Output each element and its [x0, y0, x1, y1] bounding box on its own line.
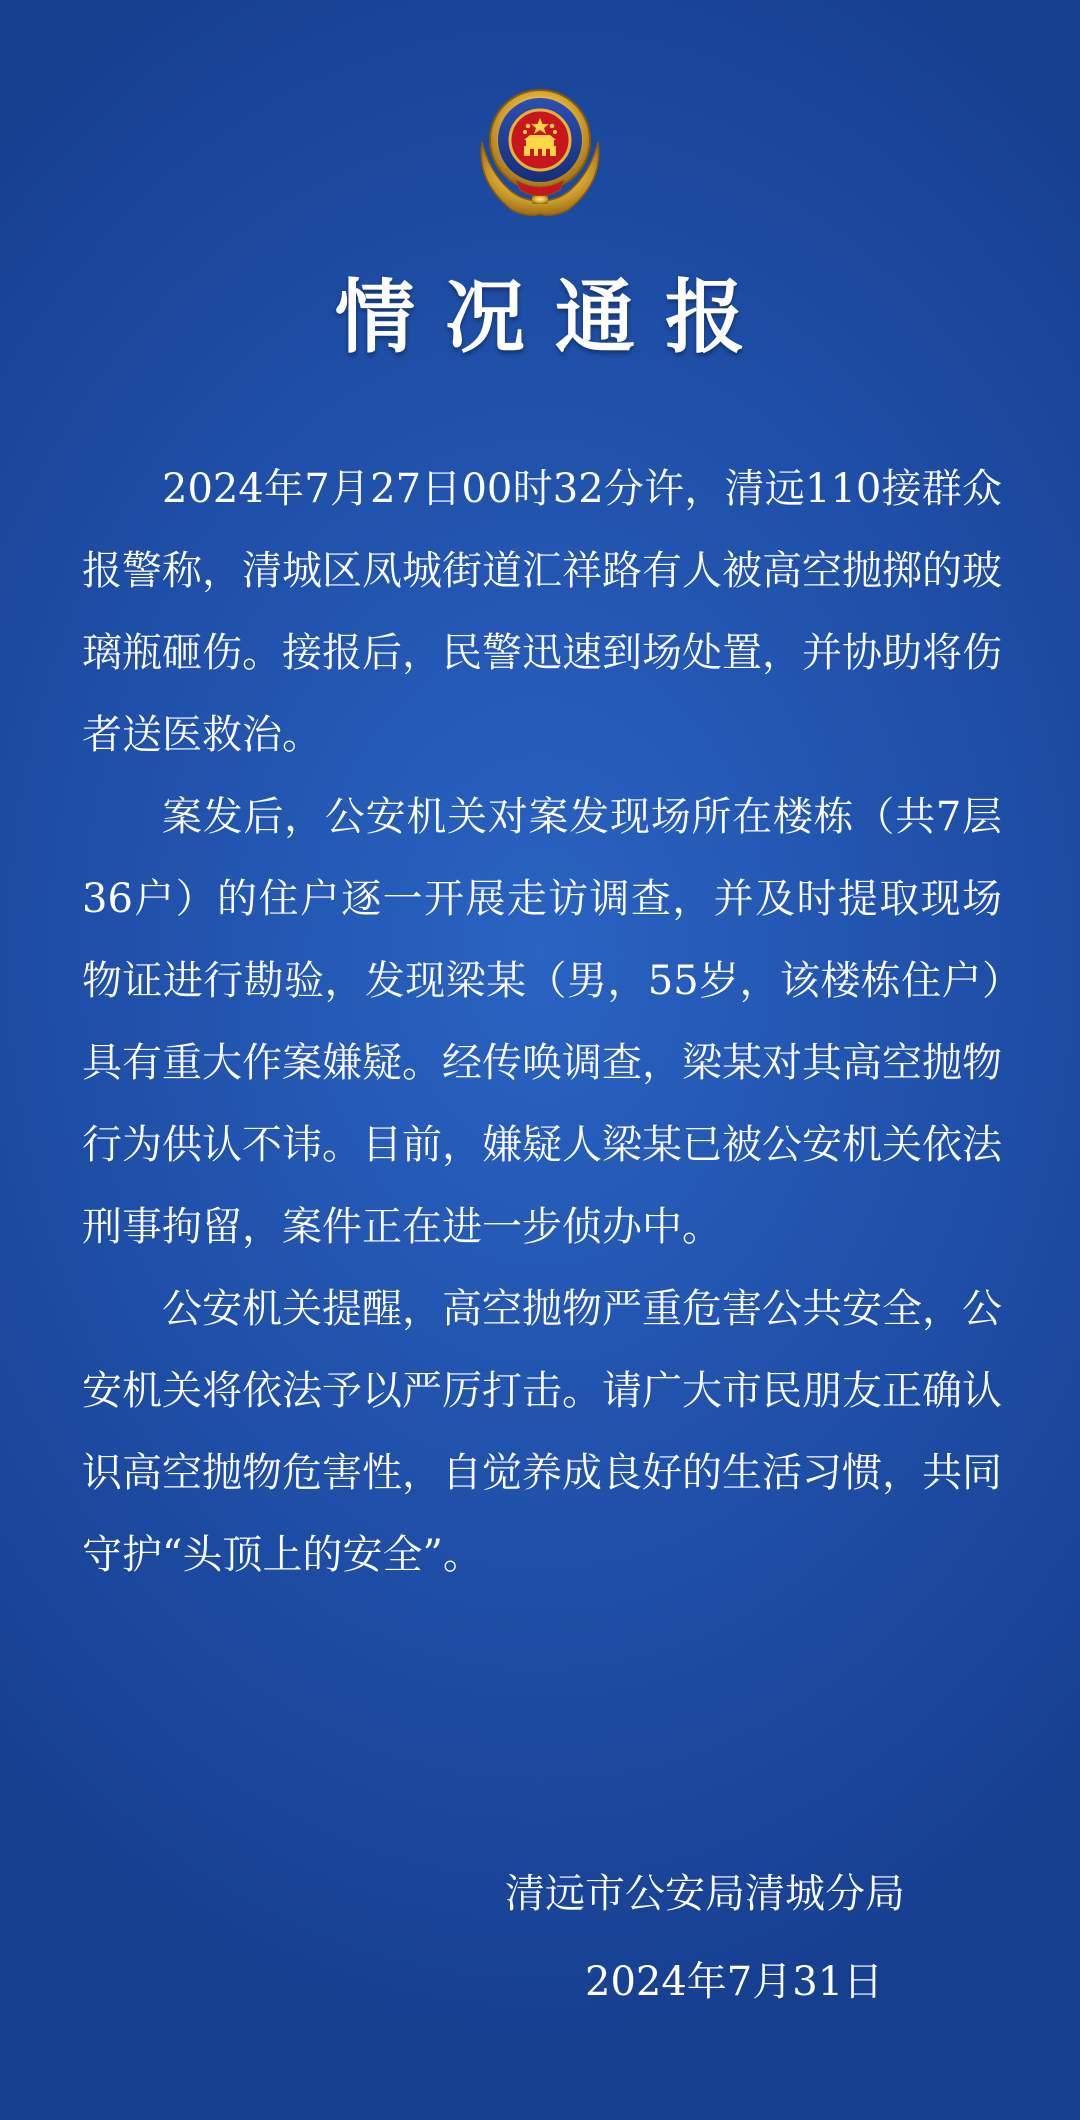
- signature-organization: 清远市公安局清城分局: [505, 1871, 905, 1917]
- page-title: 情况通报: [335, 271, 775, 364]
- signature-date: 2024年7月31日: [585, 1959, 884, 2005]
- paragraph: 案发后，公安机关对案发现场所在楼栋（共7层36户）的住户逐一开展走访调查，并及时提取现场物证进行勘验，发现梁某（男，55岁，该楼栋住户）具有重大作案嫌疑。经传唤调查，梁某对其高空抛物行为供认不讳。目前，嫌疑人梁某已被公安机关依法刑事拘留，案件正在进一步侦办中。: [82, 794, 1002, 1250]
- notice-body: [82, 448, 1002, 1596]
- police-emblem-icon: [472, 82, 608, 222]
- paragraph: 公安机关提醒，高空抛物严重危害公共安全，公安机关将依法予以严厉打击。请广大市民朋友正确认识高空抛物危害性，自觉养成良好的生活习惯，共同守护“头顶上的安全”。: [82, 1286, 1002, 1578]
- paragraph: 2024年7月27日00时32分许，清远110接群众报警称，清城区凤城街道汇祥路有人被高空抛掷的玻璃瓶砸伤。接报后，民警迅速到场处置，并协助将伤者送医救治。: [82, 466, 1002, 758]
